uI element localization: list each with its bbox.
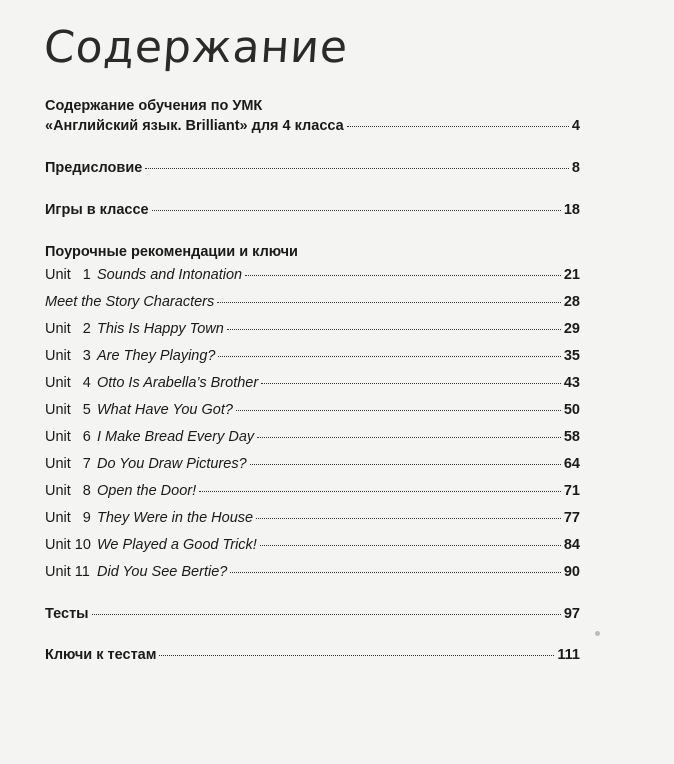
dot-leader [152,209,561,211]
unit-title: I Make Bread Every Day [97,429,255,445]
toc-entry-lesson [45,559,580,586]
unit-word: Unit [45,402,71,418]
table-of-contents [45,96,580,665]
toc-intro-line1: Содержание обучения по УМК [45,98,263,114]
toc-entry-label [45,505,253,532]
toc-entry-label [45,478,196,505]
unit-word: Unit [45,483,71,499]
unit-prefix [45,559,97,586]
unit-title: Meet the Story Characters [45,294,215,310]
unit-number: 9 [82,510,91,526]
dot-leader [260,544,561,546]
unit-prefix [45,424,97,451]
unit-word: Unit [45,321,71,337]
toc-lessons-list [45,262,580,586]
dot-leader [236,409,561,411]
toc-entry-label: Игры в классе [45,202,149,218]
unit-prefix [45,262,97,289]
unit-word: Unit [45,267,71,283]
unit-title: They Were in the House [97,510,254,526]
unit-word: Unit [45,537,71,553]
toc-page-number: 84 [563,537,580,553]
unit-number: 3 [82,348,91,364]
unit-prefix [45,478,97,505]
toc-entry-label [45,316,224,343]
unit-prefix [45,532,97,559]
dot-leader [199,490,561,492]
toc-entry-label [45,289,214,316]
unit-number: 5 [82,402,91,418]
toc-entry-lesson [45,397,580,424]
toc-entry-preface [45,158,580,178]
toc-entry-label [45,343,215,370]
toc-entry-lesson [45,478,580,505]
toc-entry-label [45,532,257,559]
unit-word: Unit [45,510,71,526]
unit-number: 4 [82,375,91,391]
toc-page-number: 28 [563,294,580,310]
toc-page-number: 90 [563,564,580,580]
unit-word: Unit [45,348,71,364]
dot-leader [230,571,561,573]
toc-entry-games [45,200,580,220]
unit-prefix [45,397,97,424]
unit-number: 6 [82,429,91,445]
dot-leader [250,463,561,465]
toc-entry-label [45,559,227,586]
toc-entry-lesson [45,316,580,343]
unit-title: Are They Playing? [97,348,216,364]
toc-page-number: 50 [563,402,580,418]
toc-entry-lesson [45,289,580,316]
toc-page-number: 77 [563,510,580,526]
dot-leader [217,301,561,303]
toc-page-number: 71 [563,483,580,499]
toc-entry-label: Ключи к тестам [45,647,157,663]
toc-page-number: 43 [563,375,580,391]
unit-number: 8 [82,483,91,499]
page-title: Содержание [42,22,350,73]
unit-number: 11 [74,564,90,580]
unit-number: 1 [82,267,91,283]
toc-page-number: 111 [557,647,580,663]
toc-entry-label [45,451,247,478]
toc-entry-lesson [45,370,580,397]
dot-leader [245,274,561,276]
toc-entry-tests [45,604,580,624]
unit-title: Otto Is Arabella’s Brother [97,375,259,391]
toc-entry-label: Предисловие [45,160,143,176]
unit-number: 10 [74,537,91,553]
dot-leader [145,167,569,169]
toc-entry-intro [45,116,580,136]
unit-title: Sounds and Intonation [97,267,243,283]
dot-leader [218,355,560,357]
unit-prefix [45,343,97,370]
toc-entry-label [45,370,258,397]
toc-lessons-heading: Поурочные рекомендации и ключи [45,244,298,260]
toc-entry-label: «Английский язык. Brilliant» для 4 класса [45,118,344,134]
unit-title: This Is Happy Town [97,321,224,337]
toc-entry-label [45,424,254,451]
unit-word: Unit [45,456,71,472]
unit-word: Unit [45,429,71,445]
unit-number: 2 [82,321,91,337]
dot-leader [159,654,554,656]
toc-entry-label: Тесты [45,606,89,622]
dot-leader [347,125,569,127]
unit-title: What Have You Got? [97,402,233,418]
toc-page-number: 21 [563,267,580,283]
dot-leader [256,517,561,519]
toc-entry-lesson [45,505,580,532]
unit-title: Do You Draw Pictures? [97,456,247,472]
toc-entry-lesson [45,262,580,289]
unit-word: Unit [45,564,71,580]
toc-entry-lesson [45,424,580,451]
toc-page-number: 35 [563,348,580,364]
unit-prefix [45,316,97,343]
unit-number: 7 [82,456,91,472]
dot-leader [257,436,561,438]
toc-page-number: 58 [563,429,580,445]
toc-entry-lesson [45,451,580,478]
toc-page-number: 29 [563,321,580,337]
toc-page-number: 97 [563,606,580,622]
unit-word: Unit [45,375,71,391]
unit-title: We Played a Good Trick! [97,537,257,553]
dot-leader [261,382,561,384]
unit-title: Did You See Bertie? [97,564,228,580]
unit-prefix [45,505,97,532]
toc-page-number: 4 [571,118,580,134]
toc-entry-keys [45,645,580,665]
unit-title: Open the Door! [97,483,197,499]
toc-entry-label [45,262,242,289]
dot-leader [227,328,561,330]
stray-dot-mark [595,631,600,636]
toc-page-number: 18 [563,202,580,218]
toc-page-number: 64 [563,456,580,472]
toc-entry-lesson [45,532,580,559]
toc-entry-lesson [45,343,580,370]
dot-leader [92,613,561,615]
toc-page-number: 8 [571,160,580,176]
unit-prefix [45,451,97,478]
toc-entry-label [45,397,233,424]
unit-prefix [45,370,97,397]
